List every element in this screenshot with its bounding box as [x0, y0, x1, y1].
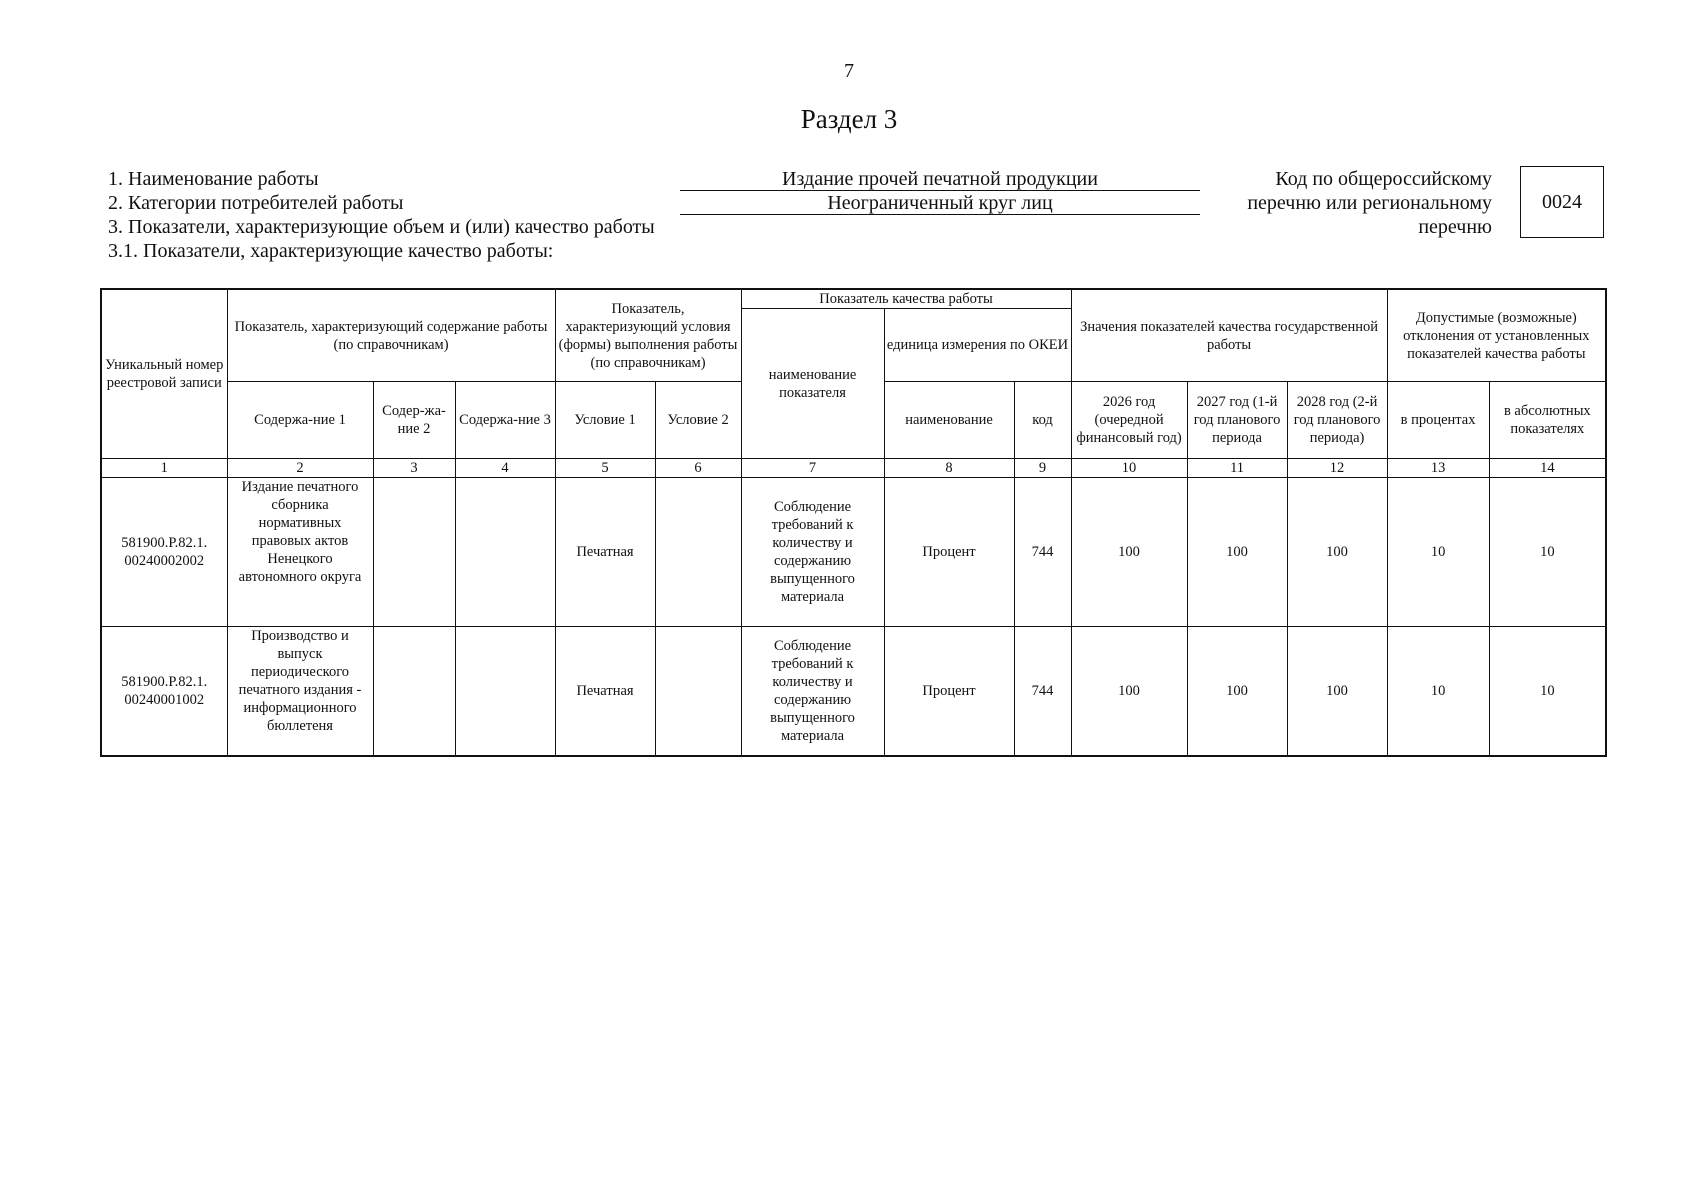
header-year-2028: 2028 год (2-й год планового периода)	[1287, 382, 1387, 459]
content1-cell: Производство и выпуск периодического печатного издания - информационного бюллетеня	[227, 627, 373, 757]
condition2-cell	[655, 627, 741, 757]
header-values: Значения показателей качества государственной работы	[1071, 289, 1387, 382]
condition1-cell: Печатная	[555, 627, 655, 757]
header-quality-indicator: Показатель качества работы	[741, 289, 1071, 309]
unit-name-cell: Процент	[884, 478, 1014, 627]
column-number: 5	[555, 459, 655, 478]
header-year-2026: 2026 год (очередной финансовый год)	[1071, 382, 1187, 459]
dev-percent-cell: 10	[1387, 627, 1489, 757]
column-number: 1	[101, 459, 227, 478]
registry-number: 581900.Р.82.1. 00240002002	[101, 478, 227, 627]
table-row	[101, 627, 1606, 757]
value-2026-cell: 100	[1071, 627, 1187, 757]
quality-indicators-table	[100, 288, 1607, 757]
dev-percent-cell: 10	[1387, 478, 1489, 627]
column-number: 2	[227, 459, 373, 478]
header-indicator-name: наименование показателя	[741, 309, 884, 459]
header-year-2027: 2027 год (1-й год планового периода	[1187, 382, 1287, 459]
indicator-cell: Соблюдение требований к количеству и содержанию выпущенного материала	[741, 627, 884, 757]
unit-code-cell: 744	[1014, 627, 1071, 757]
column-number: 4	[455, 459, 555, 478]
value-2028-cell: 100	[1287, 627, 1387, 757]
value-2026-cell: 100	[1071, 478, 1187, 627]
column-number: 6	[655, 459, 741, 478]
code-label-line3: перечню	[1418, 216, 1492, 238]
header-unit-name: наименование	[884, 382, 1014, 459]
column-number: 8	[884, 459, 1014, 478]
table-row	[101, 478, 1606, 627]
header-unit: единица измерения по ОКЕИ	[884, 309, 1071, 382]
header-deviations: Допустимые (возможные) отклонения от установленных показателей качества работы	[1387, 289, 1606, 382]
page-number: 7	[844, 60, 854, 82]
content3-cell	[455, 627, 555, 757]
header-content1: Содержа-ние 1	[227, 382, 373, 459]
content2-cell	[373, 478, 455, 627]
section-title: Раздел 3	[800, 104, 898, 134]
indicators-label: 3. Показатели, характеризующие объем и (или) качество работы	[108, 216, 655, 238]
header-content-indicator: Показатель, характеризующий содержание работы (по справочникам)	[227, 289, 555, 382]
condition1-cell: Печатная	[555, 478, 655, 627]
code-label-line1: Код по общероссийскому	[1275, 168, 1492, 190]
consumer-category-label: 2. Категории потребителей работы	[108, 192, 404, 214]
header-condition-indicator: Показатель, характеризующий условия (формы) выполнения работы (по справочникам)	[555, 289, 741, 382]
column-number: 11	[1187, 459, 1287, 478]
header-content3: Содержа-ние 3	[455, 382, 555, 459]
header-content2: Содер-жа-ние 2	[373, 382, 455, 459]
value-2028-cell: 100	[1287, 478, 1387, 627]
column-number: 3	[373, 459, 455, 478]
column-number: 14	[1489, 459, 1606, 478]
header-unique-number: Уникальный номер реестровой записи	[101, 289, 227, 459]
condition2-cell	[655, 478, 741, 627]
header-condition2: Условие 2	[655, 382, 741, 459]
header-condition1: Условие 1	[555, 382, 655, 459]
header-dev-percent: в процентах	[1387, 382, 1489, 459]
content1-cell: Издание печатного сборника нормативных правовых актов Ненецкого автономного округа	[227, 478, 373, 627]
work-name-label: 1. Наименование работы	[108, 168, 319, 190]
value-2027-cell: 100	[1187, 478, 1287, 627]
header-unit-code: код	[1014, 382, 1071, 459]
column-number: 7	[741, 459, 884, 478]
content3-cell	[455, 478, 555, 627]
consumer-category-value: Неограниченный круг лиц	[680, 192, 1200, 215]
header-dev-absolute: в абсолютных показателях	[1489, 382, 1606, 459]
dev-absolute-cell: 10	[1489, 627, 1606, 757]
registry-code-box: 0024	[1520, 166, 1604, 238]
dev-absolute-cell: 10	[1489, 478, 1606, 627]
work-name-value: Издание прочей печатной продукции	[680, 168, 1200, 191]
column-number: 10	[1071, 459, 1187, 478]
column-number: 9	[1014, 459, 1071, 478]
column-number: 13	[1387, 459, 1489, 478]
value-2027-cell: 100	[1187, 627, 1287, 757]
registry-number: 581900.Р.82.1. 00240001002	[101, 627, 227, 757]
column-number: 12	[1287, 459, 1387, 478]
unit-code-cell: 744	[1014, 478, 1071, 627]
quality-indicators-label: 3.1. Показатели, характеризующие качество работы:	[108, 240, 554, 262]
code-label-line2: перечню или региональному	[1247, 192, 1492, 214]
content2-cell	[373, 627, 455, 757]
unit-name-cell: Процент	[884, 627, 1014, 757]
indicator-cell: Соблюдение требований к количеству и содержанию выпущенного материала	[741, 478, 884, 627]
